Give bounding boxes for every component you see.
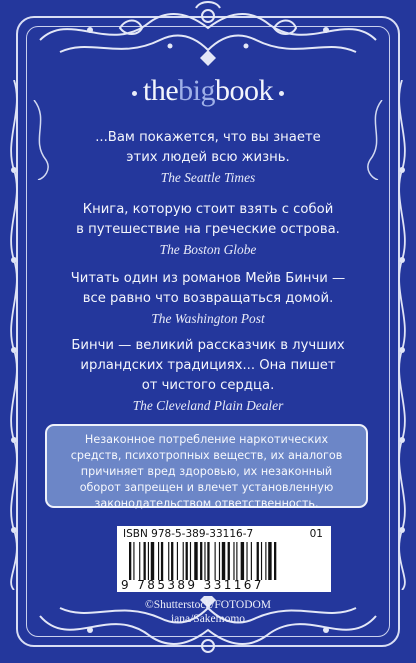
logo-suffix: book: [215, 74, 273, 107]
quote-line: Бинчи — великий рассказчик в лучших: [71, 338, 345, 353]
warning-line: Незаконное потребление наркотических: [84, 433, 329, 446]
barcode-digits: 9 785389 331167: [121, 578, 264, 592]
review-quote: [40, 336, 376, 416]
photo-credit: ©Shutterstock/FOTODOM: [144, 599, 272, 611]
isbn-barcode: [117, 526, 331, 592]
quote-line: Книга, которую стоит взять с собой: [82, 202, 334, 217]
left-side-ornament: [2, 80, 28, 590]
quote-line: этих людей всю жизнь.: [126, 150, 290, 165]
quote-source: The Seattle Times: [160, 170, 256, 185]
quote-source: The Boston Globe: [159, 242, 257, 257]
warning-line: причиняет вред здоровью, их незаконный: [80, 465, 333, 478]
right-side-ornament: [388, 80, 414, 590]
warning-line: средств, психотропных веществ, их аналогов: [70, 449, 343, 462]
review-quote: [40, 200, 376, 260]
logo-dot-left: [132, 91, 137, 96]
barcode-bars: [129, 542, 319, 580]
warning-line: законодательством ответственность.: [94, 497, 319, 510]
quote-line: в путешествие на греческие острова.: [76, 222, 340, 237]
logo-middle: big: [178, 74, 215, 107]
publisher-logo: [0, 74, 416, 108]
quote-line: ирландских традициях... Она пишет: [80, 358, 336, 373]
quote-line: все равно что возвращаться домой.: [82, 291, 334, 306]
isbn-number: ISBN 978-5-389-33116-7: [123, 528, 254, 540]
quote-line: от чистого сердца.: [141, 378, 275, 393]
photo-credit: iana/Sakemomo: [170, 613, 246, 625]
review-quote: [40, 128, 376, 188]
warning-line: оборот запрещен и влечет установленную: [79, 481, 334, 494]
quote-line: ...Вам покажется, что вы знаете: [95, 130, 321, 145]
quote-source: The Cleveland Plain Dealer: [132, 398, 284, 413]
logo-dot-right: [279, 91, 284, 96]
top-ornament: [0, 0, 416, 70]
review-quote: [40, 269, 376, 329]
health-warning-box: [45, 424, 368, 508]
quote-line: Читать один из романов Мейв Бинчи —: [70, 271, 346, 286]
isbn-addon: 01: [309, 528, 323, 540]
logo-prefix: the: [143, 74, 179, 107]
quote-source: The Washington Post: [151, 311, 265, 326]
